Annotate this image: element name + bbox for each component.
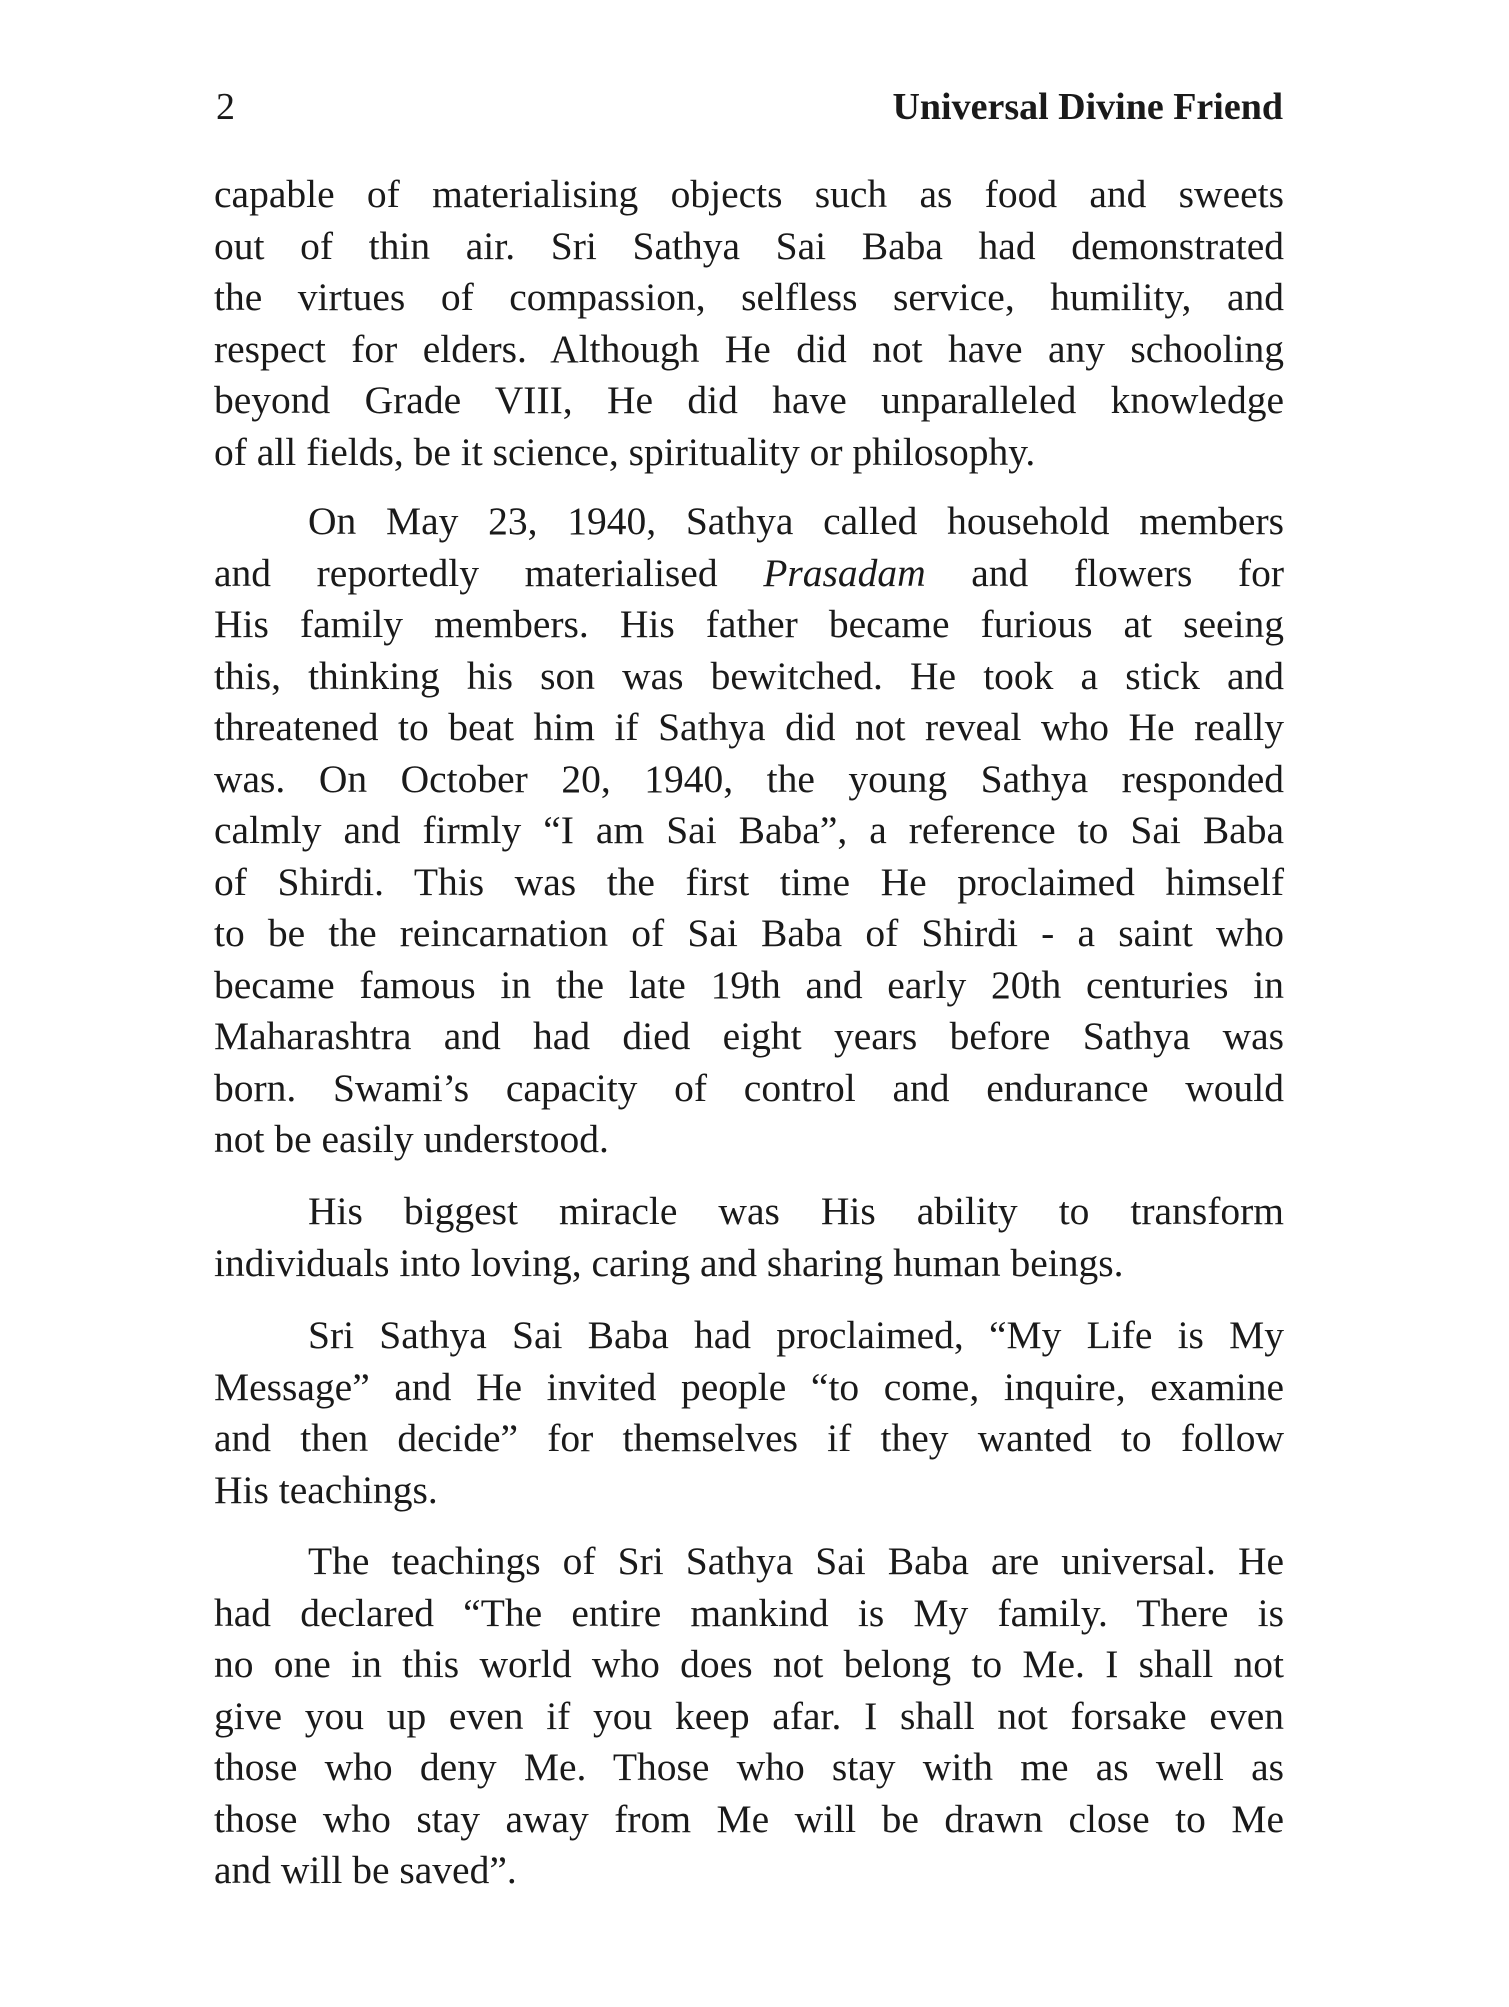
text-line (214, 548, 1284, 600)
paragraph (214, 1310, 1284, 1516)
text-line: His family members. His father became furious at seeing (214, 602, 1284, 646)
text-line: Message” and He invited people “to come, inquire, examine (214, 1364, 1284, 1409)
text-line: respect for elders. Although He did not have any schooling (214, 326, 1284, 371)
text-line: out of thin air. Sri Sathya Sai Baba had demonstrated (214, 223, 1284, 268)
text-line: became famous in the late 19th and early 20th centuries in (214, 962, 1284, 1007)
text-line: give you up even if you keep afar. I shall not forsake even (214, 1693, 1284, 1738)
text-line: this, thinking his son was bewitched. He took a stick and (214, 653, 1284, 698)
text-line: On May 23, 1940, Sathya called household members (308, 499, 1284, 543)
text-line: to be the reincarnation of Sai Baba of Shirdi - a saint who (214, 911, 1284, 955)
text-line: no one in this world who does not belong to Me. I shall not (214, 1642, 1284, 1686)
text-line: His biggest miracle was His ability to transform (308, 1189, 1284, 1233)
text-segment: and flowers for (925, 550, 1284, 595)
page-number: 2 (216, 86, 235, 128)
paragraph (214, 496, 1284, 1166)
text-line: not be easily understood. (214, 1117, 609, 1161)
text-line: the virtues of compassion, selfless service, humility, and (214, 275, 1284, 319)
text-line: those who stay away from Me will be drawn close to Me (214, 1796, 1284, 1841)
text-line: His teachings. (214, 1467, 438, 1512)
text-line: of Shirdi. This was the first time He proclaimed himself (214, 859, 1284, 904)
text-line: threatened to beat him if Sathya did not reveal who He really (214, 705, 1284, 749)
text-line: Sri Sathya Sai Baba had proclaimed, “My Life is My (308, 1313, 1284, 1357)
italic-term: Prasadam (763, 550, 926, 595)
text-line: beyond Grade VIII, He did have unparalleled knowledge (214, 378, 1284, 422)
text-line: was. On October 20, 1940, the young Sathya responded (214, 756, 1284, 801)
text-line: and then decide” for themselves if they wanted to follow (214, 1416, 1284, 1460)
text-line: calmly and firmly “I am Sai Baba”, a reference to Sai Baba (214, 808, 1284, 852)
text-line: had declared “The entire mankind is My family. There is (214, 1590, 1284, 1635)
text-line: capable of materialising objects such as food and sweets (214, 172, 1284, 216)
text-segment: and reportedly materialised (214, 550, 764, 595)
text-line: individuals into loving, caring and sharing human beings. (214, 1240, 1124, 1285)
text-line: those who deny Me. Those who stay with me as well as (214, 1745, 1284, 1789)
text-line: and will be saved”. (214, 1848, 517, 1892)
text-line: The teachings of Sri Sathya Sai Baba are universal. He (308, 1539, 1284, 1583)
paragraph (214, 169, 1284, 478)
text-line: Maharashtra and had died eight years before Sathya was (214, 1014, 1284, 1058)
paragraph (214, 1186, 1284, 1289)
paragraph (214, 1536, 1284, 1897)
text-line: born. Swami’s capacity of control and endurance would (214, 1065, 1284, 1110)
running-title: Universal Divine Friend (892, 86, 1283, 128)
text-line: of all fields, be it science, spirituality or philosophy. (214, 429, 1036, 474)
